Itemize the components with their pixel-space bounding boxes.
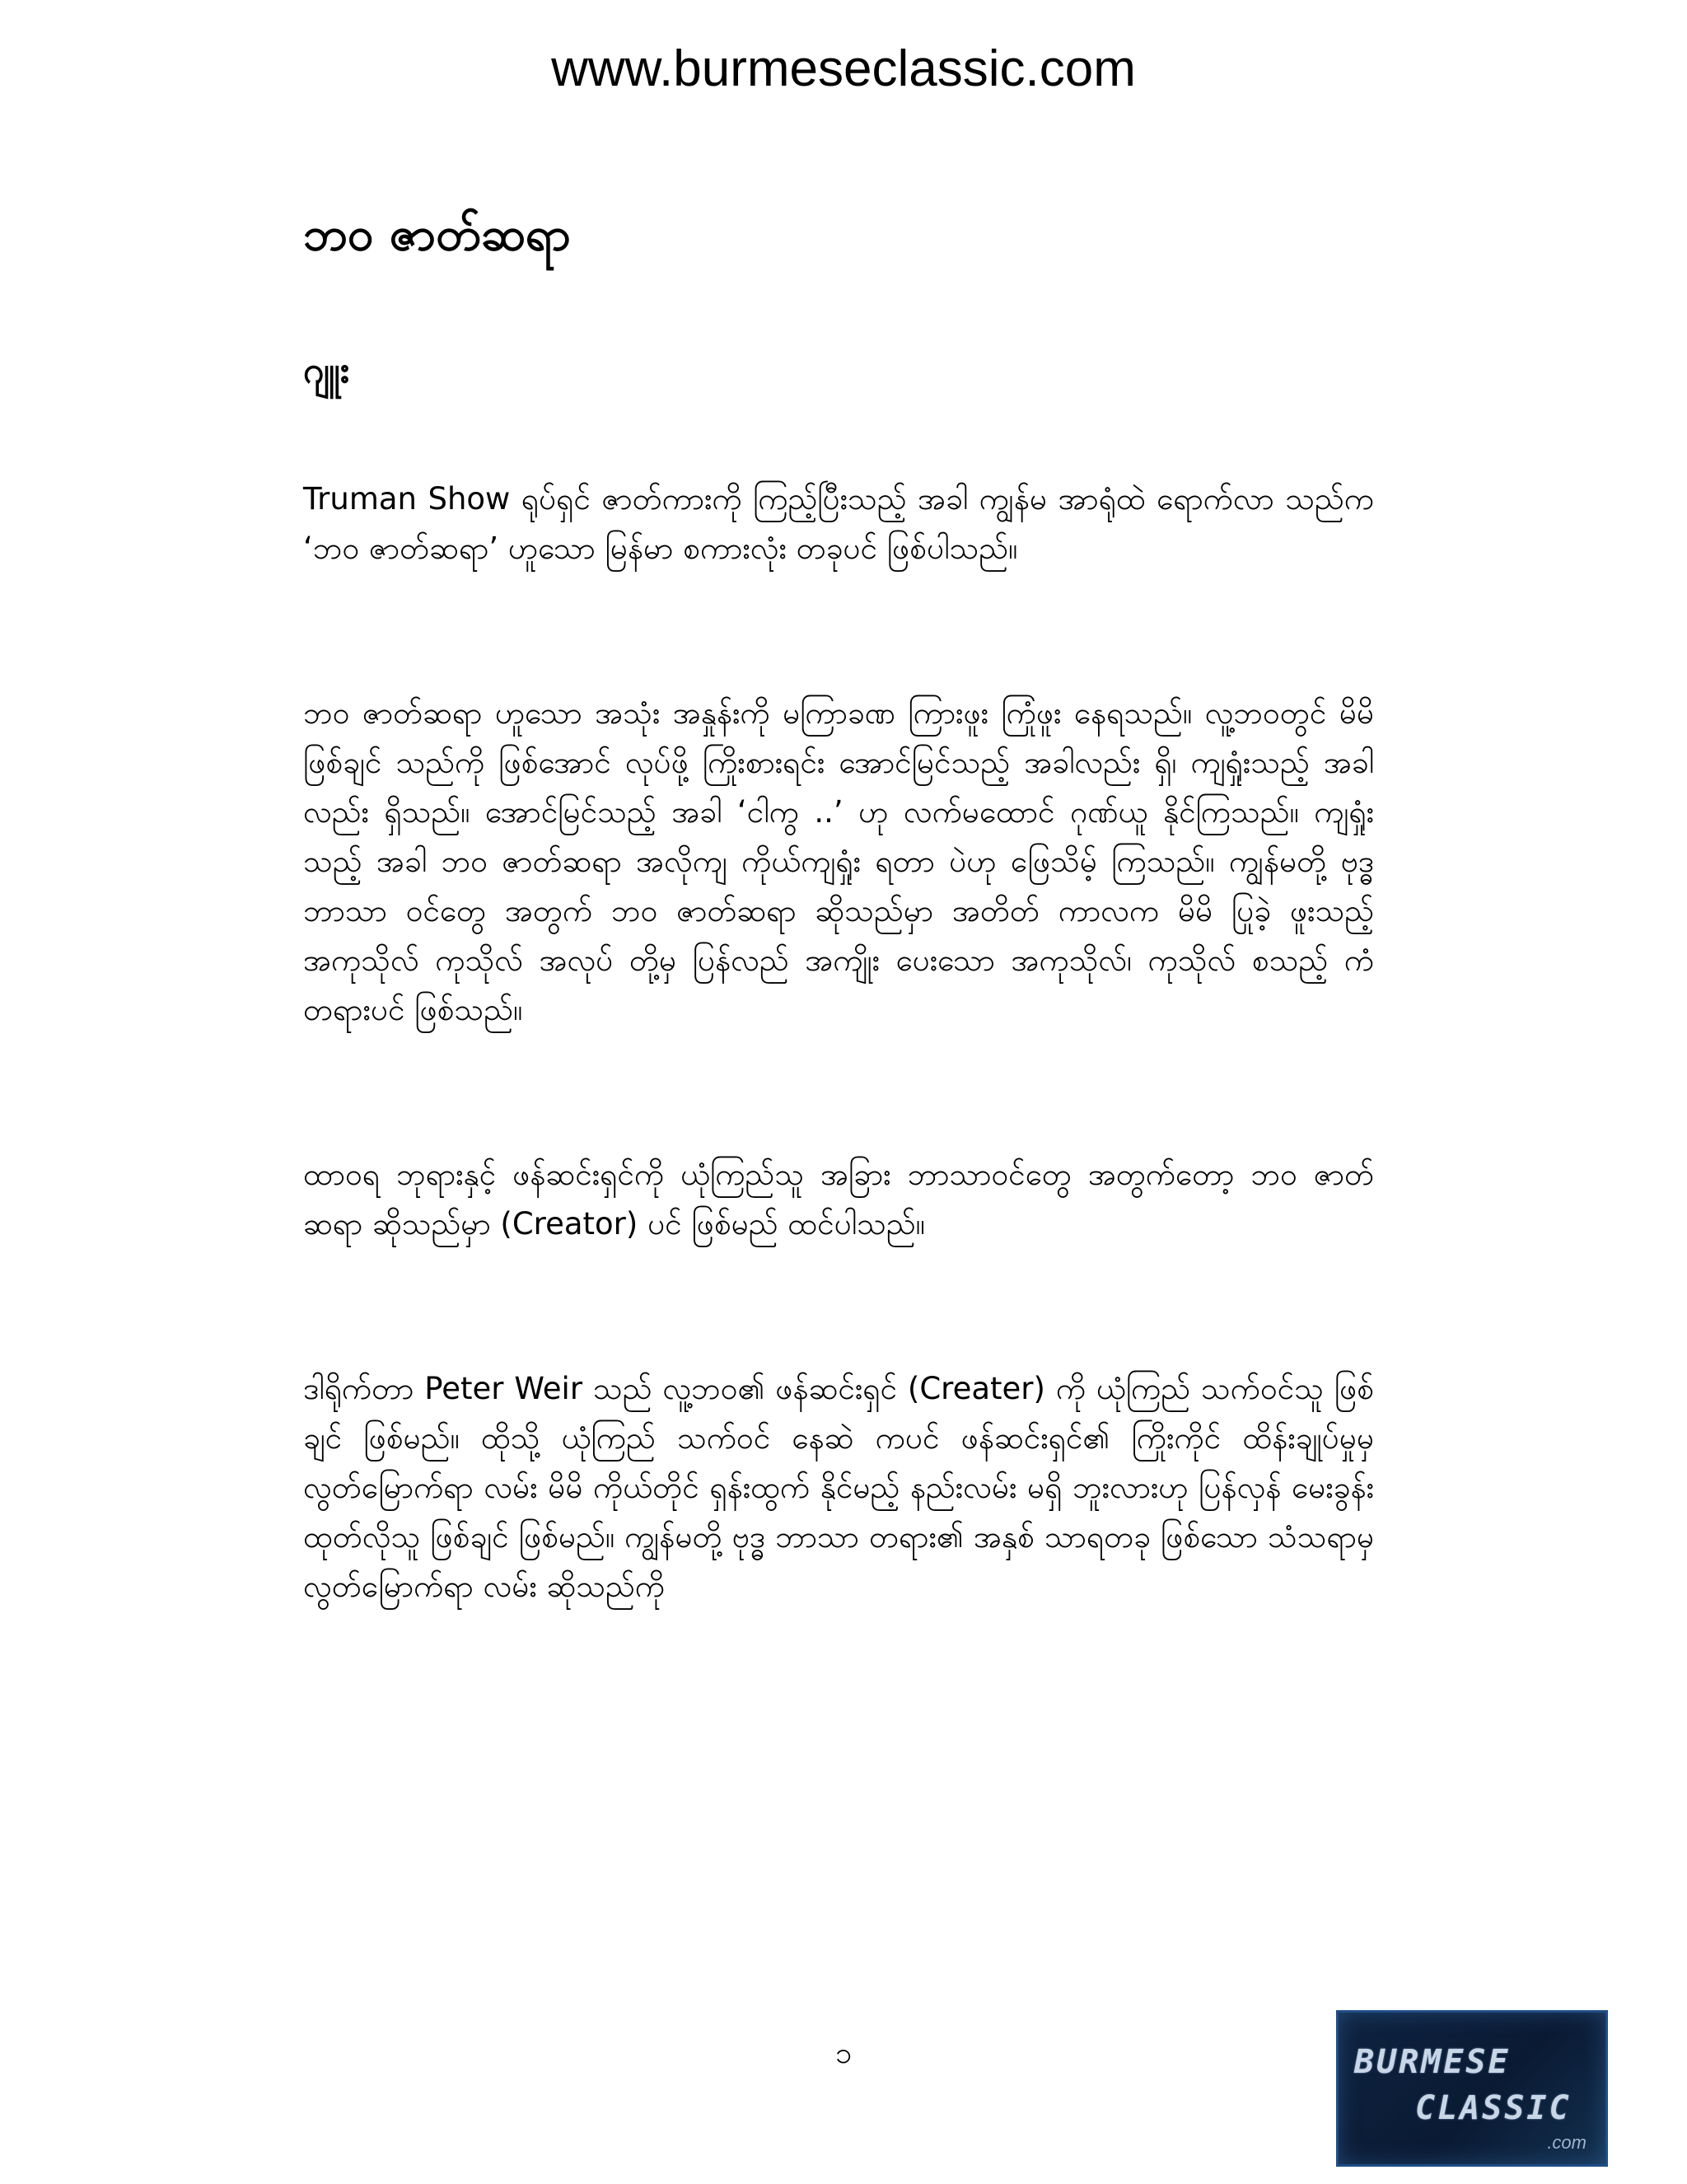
paragraph-4: ဒါရိုက်တာ Peter Weir သည် လူ့ဘဝ၏ ဖန်ဆင်းရှင် (Creater) ကို ယုံကြည် သက်ဝင်သူ ဖြစ်ချင် ဖြစ်မည်။ ထိုသို့ ယုံကြည် သက်ဝင် နေဆဲ ကပင် ဖန်ဆင်းရှင်၏ ကြိုးကိုင် ထိန်းချုပ်မှုမှ လွတ်မြောက်ရာ လမ်း မိမိ ကိုယ်တိုင် ရှန်းထွက် နိုင်မည့် နည်းလမ်း မရှိ ဘူးလားဟု ပြန်လှန် မေးခွန်း ထုတ်လိုသူ ဖြစ်ချင် ဖြစ်မည်။ ကျွန်မတို့ ဗုဒ္ဓ ဘာသာ တရား၏ အနှစ် သာရတခု ဖြစ်သော သံသရာမှ လွတ်မြောက်ရာ လမ်း ဆိုသည်ကို [303,1371,1374,1604]
paragraph-1: Truman Show ရုပ်ရှင် ဇာတ်ကားကို ကြည့်ပြီးသည့် အခါ ကျွန်မ အာရုံထဲ ရောက်လာ သည်က ‘ဘဝ ဇာတ်ဆရာ’ ဟူသော မြန်မာ စကားလုံး တခုပင် ဖြစ်ပါသည်။ [303,481,1374,566]
page-number: ၁ [834,2037,853,2070]
logo-text-line-1: BURMESE [1354,2043,1511,2081]
logo-text-line-2: CLASSIC [1415,2089,1572,2127]
paragraph-2: ဘဝ ဇာတ်ဆရာ ဟူသော အသုံး အနှုန်းကို မကြာခဏ ကြားဖူး ကြုံဖူး နေရသည်။ လူ့ဘဝတွင် မိမိ ဖြစ်ချင် သည်ကို ဖြစ်အောင် လုပ်ဖို့ ကြိုးစားရင်း အောင်မြင်သည့် အခါလည်း ရှိ၊ ကျရှုံးသည့် အခါလည်း ရှိသည်။ အောင်မြင်သည့် အခါ ‘ငါကွ ..’ ဟု လက်မထောင် ဂုဏ်ယူ နိုင်ကြသည်။ ကျရှုံးသည့် အခါ ဘဝ ဇာတ်ဆရာ အလိုကျ ကိုယ်ကျရှုံး ရတာ ပဲဟု ဖြေသိမ့် ကြသည်။ ကျွန်မတို့ ဗုဒ္ဓ ဘာသာ ဝင်တွေ အတွက် ဘဝ ဇာတ်ဆရာ ဆိုသည်မှာ အတိတ် ကာလက မိမိ ပြုခဲ့ ဖူးသည့် အကုသိုလ် ကုသိုလ် အလုပ် တို့မှ ပြန်လည် အကျိုး ပေးသော အကုသိုလ်၊ ကုသိုလ် စသည့် ကံ တရားပင် ဖြစ်သည်။ [303,695,1374,1027]
paragraph-3: ထာဝရ ဘုရားနှင့် ဖန်ဆင်းရှင်ကို ယုံကြည်သူ အခြား ဘာသာဝင်တွေ အတွက်တော့ ဘဝ ဇာတ်ဆရာ ဆိုသည်မှာ (Creator) ပင် ဖြစ်မည် ထင်ပါသည်။ [303,1157,1374,1242]
logo-text-suffix: .com [1547,2132,1587,2153]
document-body [303,188,1374,1611]
site-header: www.burmeseclassic.com [551,40,1136,97]
burmese-classic-logo [1336,2010,1608,2167]
document-author: ဂျူး [303,349,349,391]
document-title: ဘဝ ဇာတ်ဆရာ [303,208,572,261]
